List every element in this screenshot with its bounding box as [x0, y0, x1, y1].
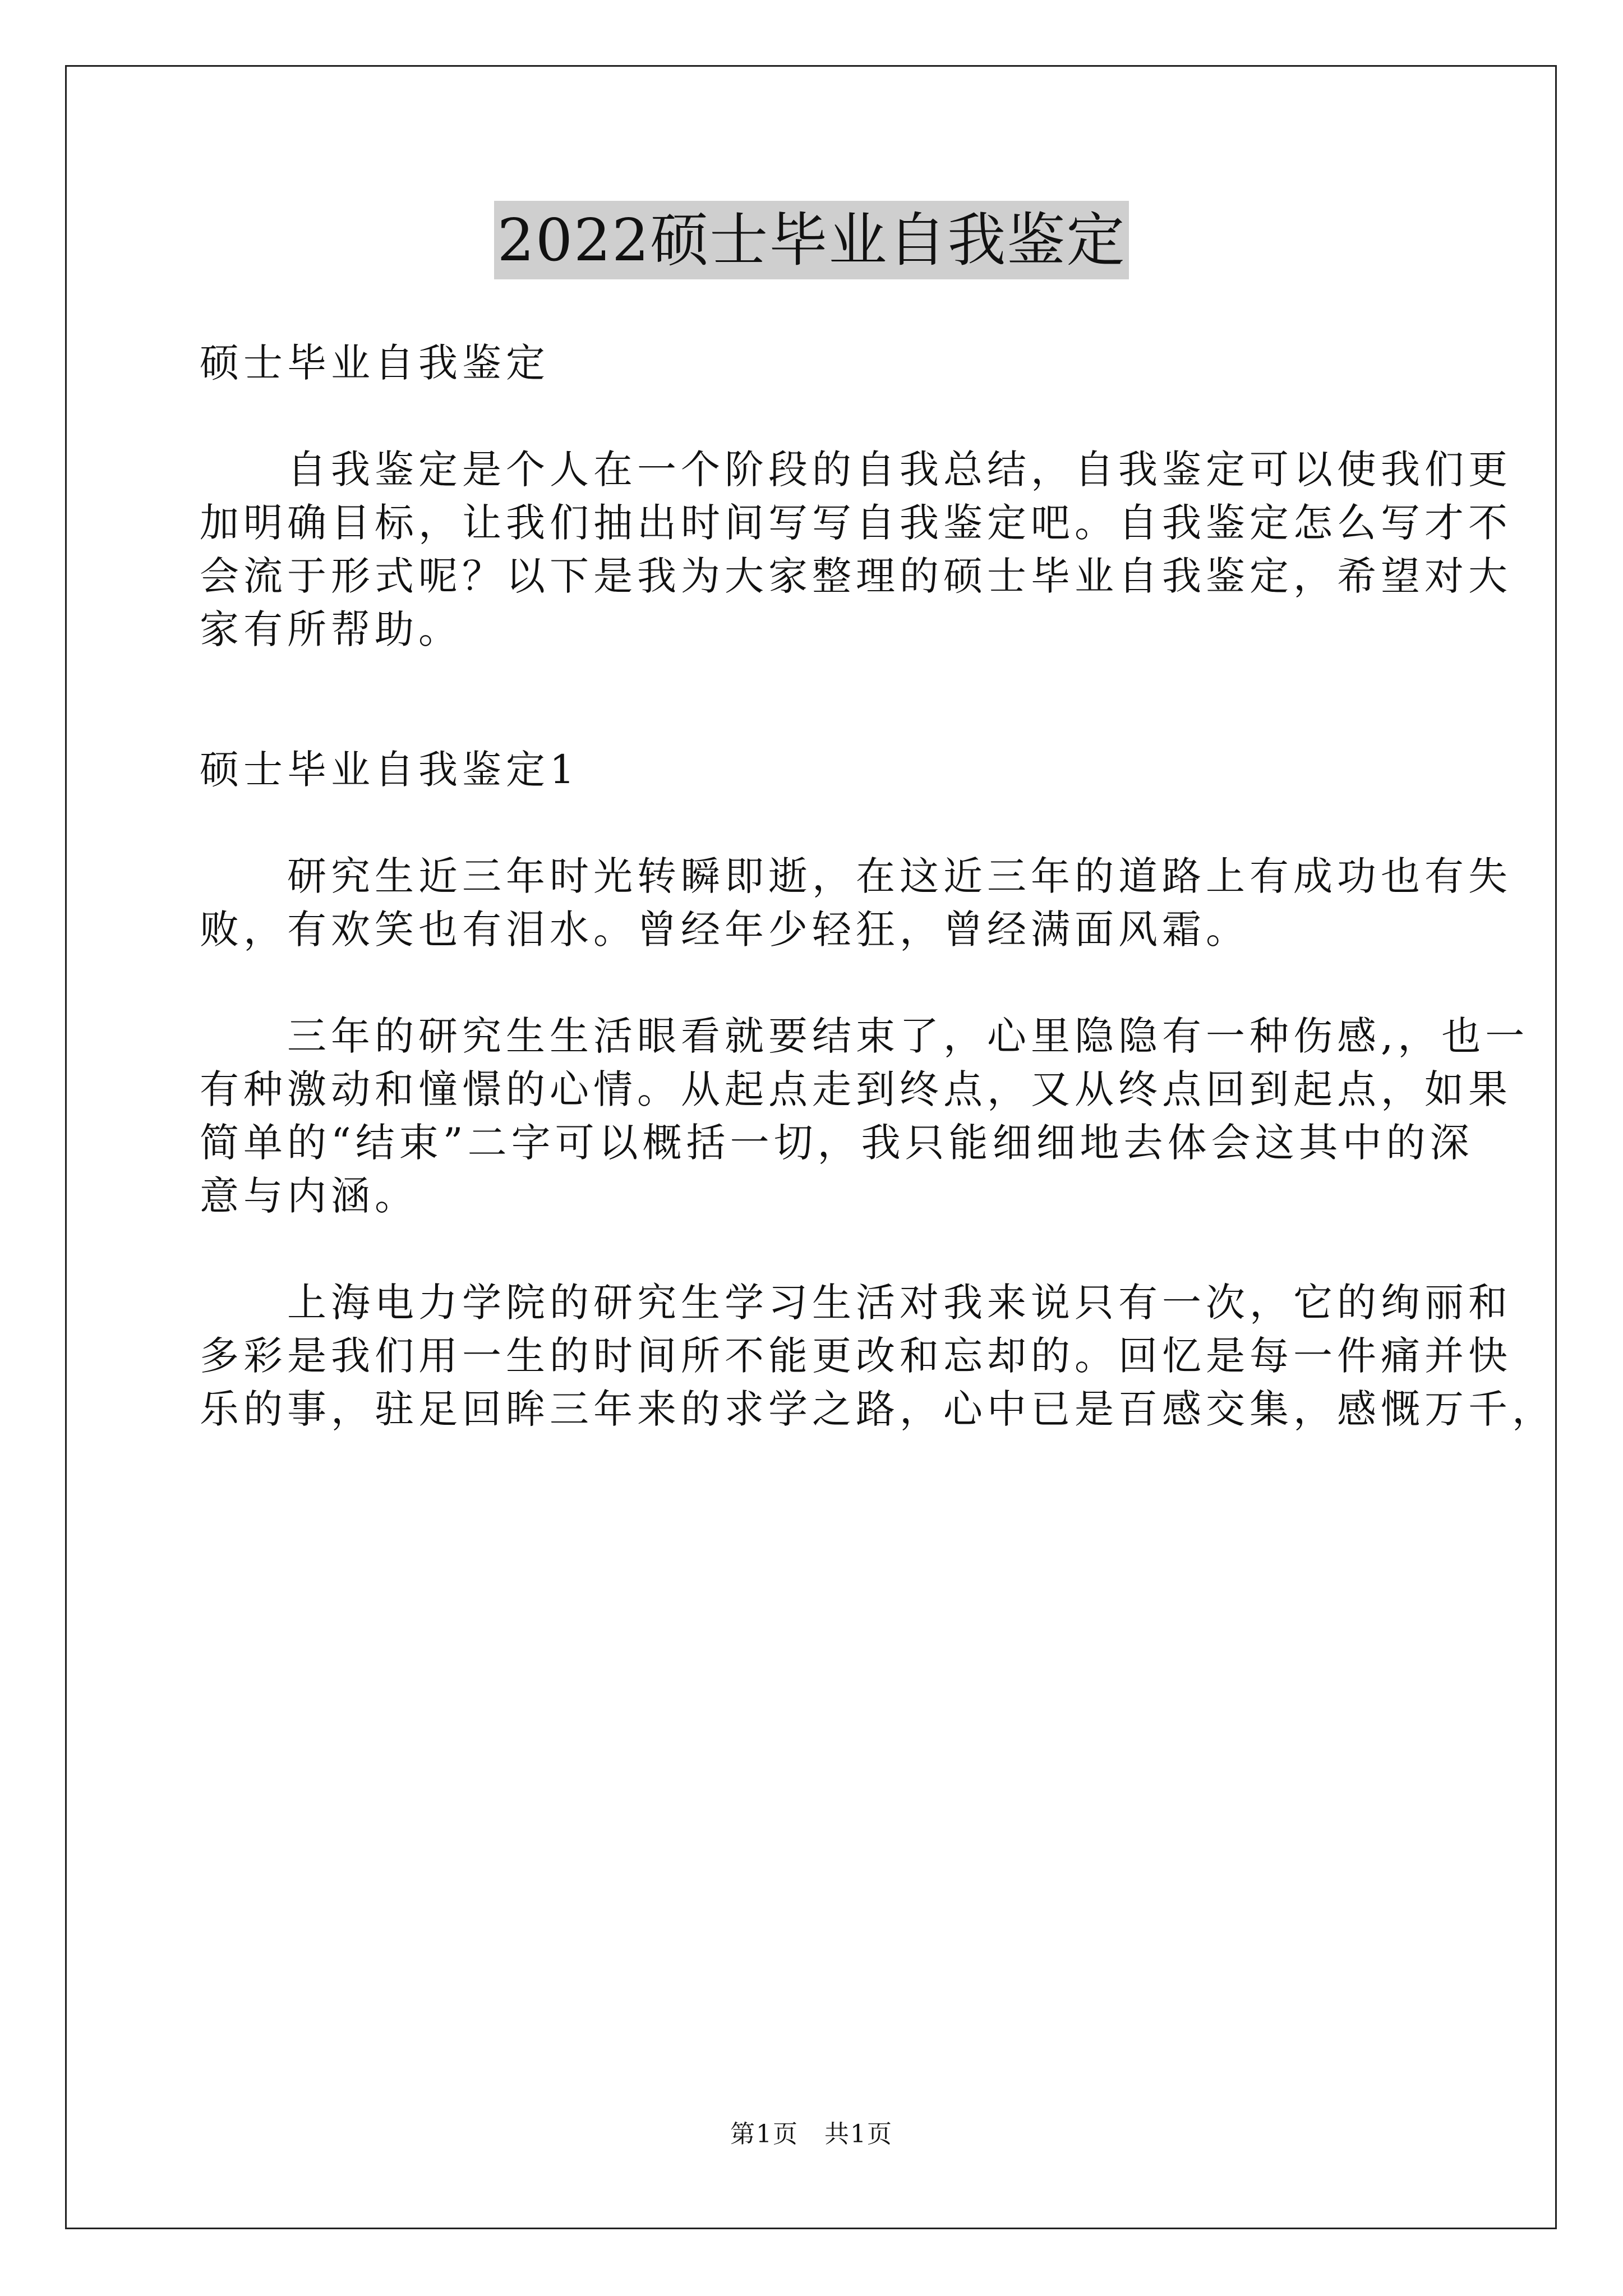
text-line: 多彩是我们用一生的时间所不能更改和忘却的。回忆是每一件痛并快 [200, 1333, 1512, 1379]
text-line: 有种激动和憧憬的心情。从起点走到终点，又从终点回到起点，如果 [200, 1066, 1512, 1112]
text-line: 自我鉴定是个人在一个阶段的自我总结，自我鉴定可以使我们更 [200, 447, 1512, 493]
intro-paragraph [200, 443, 1512, 656]
paragraph-2 [200, 1010, 1529, 1223]
text-line: 上海电力学院的研究生学习生活对我来说只有一次，它的绚丽和 [200, 1280, 1512, 1326]
text-line: 简单的“结束”二字可以概括一切，我只能细细地去体会这其中的深 [200, 1120, 1474, 1166]
text-line: 意与内涵。 [200, 1173, 418, 1219]
text-line: 三年的研究生生活眼看就要结束了，心里隐隐有一种伤感,，也一 [200, 1013, 1529, 1059]
text-line: 会流于形式呢？以下是我为大家整理的硕士毕业自我鉴定，希望对大 [200, 553, 1512, 599]
text-line: 家有所帮助。 [200, 606, 462, 652]
document-title: 2022硕士毕业自我鉴定 [494, 201, 1129, 279]
paragraph-3 [200, 1276, 1556, 1436]
text-line: 研究生近三年时光转瞬即逝，在这近三年的道路上有成功也有失 [200, 853, 1512, 899]
page-footer: 第1页 共1页 [730, 2120, 893, 2148]
spacer [200, 656, 1433, 710]
spacer [200, 797, 1433, 850]
spacer [200, 710, 1433, 743]
spacer [200, 390, 1433, 443]
spacer [200, 1223, 1433, 1276]
text-line: 败，有欢笑也有泪水。曾经年少轻狂，曾经满面风霜。 [200, 907, 1249, 953]
paragraph-1 [200, 850, 1512, 956]
spacer [200, 956, 1433, 1010]
document-body [200, 337, 1556, 1436]
title-wrap [0, 201, 1623, 279]
section-heading: 硕士毕业自我鉴定1 [200, 747, 579, 793]
text-line: 乐的事，驻足回眸三年来的求学之路，心中已是百感交集，感慨万千， [200, 1386, 1556, 1432]
text-line: 加明确目标，让我们抽出时间写写自我鉴定吧。自我鉴定怎么写才不 [200, 500, 1512, 546]
subtitle: 硕士毕业自我鉴定 [200, 340, 550, 386]
